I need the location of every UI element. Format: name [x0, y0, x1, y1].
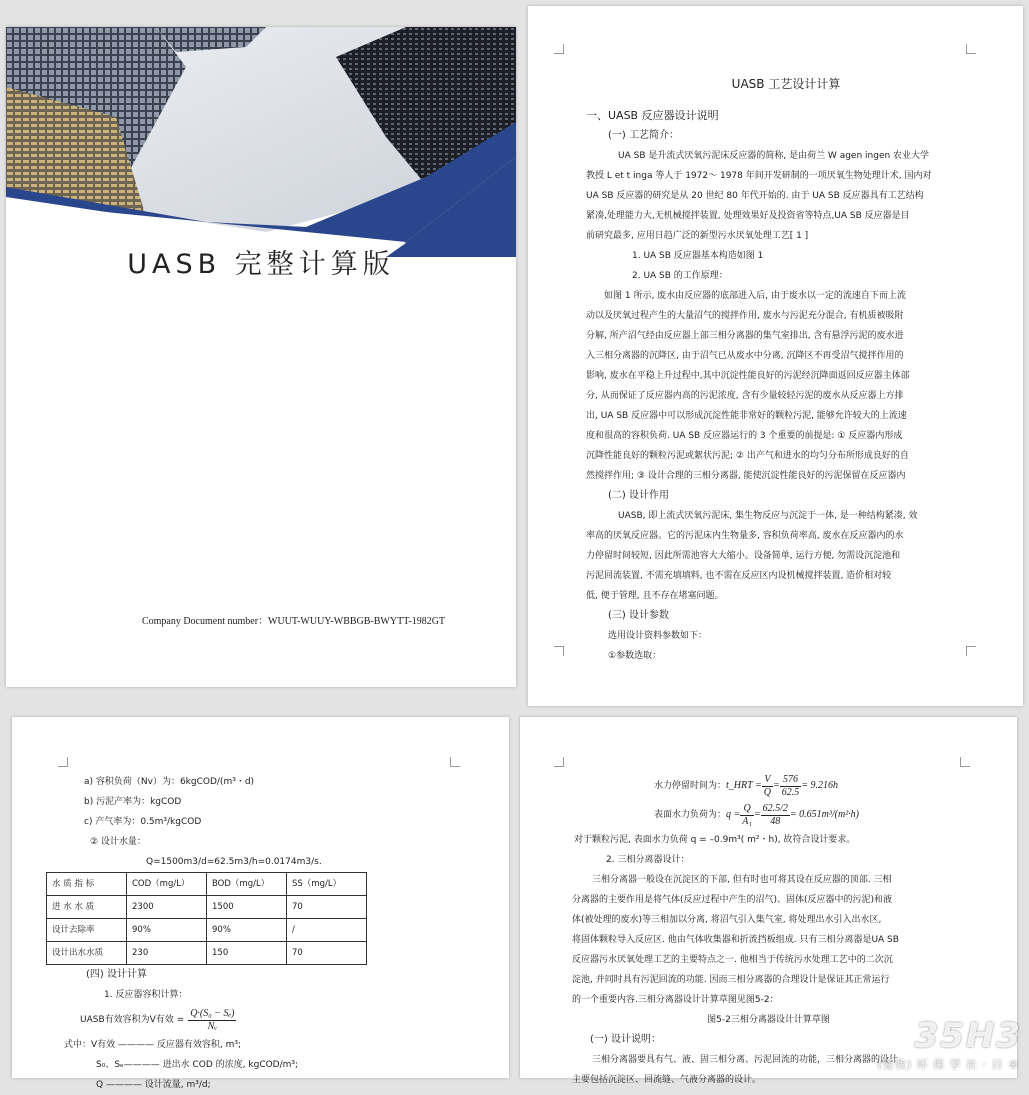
paragraph-line: 主要包括沉淀区、回流缝、气液分离器的设计。: [572, 1075, 762, 1085]
paragraph-line: 影响, 废水在平稳上升过程中,其中沉淀性能良好的污泥经沉降面返回反应器主体部: [586, 371, 910, 381]
table-row: [47, 919, 367, 942]
formula-numerator: Q·(S₀ − Sₑ): [190, 1007, 235, 1019]
parameter-line: b) 污泥产率为：kgCOD: [84, 797, 182, 807]
page-title: UASB 工艺设计计算: [731, 77, 841, 91]
table-row: [47, 942, 367, 965]
hrt-frac1-den: Q: [763, 786, 771, 798]
load-frac1-den: A₁: [742, 815, 752, 827]
hrt-frac2-num: 576: [780, 774, 802, 787]
load-frac1-num: Q: [740, 803, 754, 816]
page2-paragraphs: [566, 106, 1006, 666]
hrt-frac1-num: V: [762, 774, 773, 787]
watermark-logo: 35H3: [914, 1016, 1022, 1056]
load-label: 表面水力负荷为：: [654, 810, 727, 820]
section-design-calculation: (四) 设计计算: [86, 969, 147, 980]
paragraph-line: 图5-2三相分离器设计计算草图: [707, 1015, 830, 1025]
reactor-volume-heading: 1. 反应器容积计算：: [104, 990, 188, 1000]
load-frac2-den: 48: [770, 815, 781, 827]
water-quality-table: [46, 872, 367, 965]
crop-mark: [554, 757, 564, 767]
paragraph-line: 淀池, 并同时具有污泥回流的功能. 因而三相分离器的合理设计是保证其正常运行: [572, 975, 890, 985]
page2-body: [566, 74, 1006, 666]
paragraph-line: 力停留时间较短, 因此所需池容大大缩小。设备简单, 运行方便, 勿需设沉淀池和: [586, 551, 901, 561]
crop-mark: [450, 757, 460, 767]
table-header-cell: BOD（mg/L）: [207, 873, 287, 896]
paragraph-line: 入三相分离器的沉降区, 由于沼气已从废水中分离, 沉降区不再受沼气搅拌作用的: [586, 351, 904, 361]
paragraph-line: 前研究最多, 应用日趋广泛的新型污水厌氧处理工艺[ 1 ]: [586, 231, 809, 241]
paragraph-line: 沉降性能良好的颗粒污泥或絮状污泥; ② 出产气和进水的均匀分布所形成良好的自: [586, 451, 909, 461]
paragraph-line: 反应器污水厌氧处理工艺的主要特点之一. 他相当于传统污水处理工艺中的二次沉: [572, 955, 893, 965]
paragraph-line: 的一个重要内容.三相分离器设计计算草图见图5-2：: [572, 995, 779, 1005]
table-cell: 进 水 水 质: [47, 896, 127, 919]
paragraph-line: 动以及厌氧过程产生的大量沼气的搅拌作用, 废水与污泥充分混合, 有机质被吸附: [586, 311, 904, 321]
crop-mark: [554, 646, 564, 656]
load-fraction-2: [761, 803, 790, 828]
cover-title: UASB 完整计算版: [127, 249, 395, 280]
paragraph-line: 分解, 所产沼气经由反应器上部三相分离器的集气室排出, 含有悬浮污泥的废水进: [586, 331, 904, 341]
table-cell: 设计去除率: [47, 919, 127, 942]
legend-line: Q ———— 设计流量, m³/d;: [96, 1080, 211, 1090]
crop-mark: [58, 757, 68, 767]
paragraph-line: 然搅拌作用; ③ 设计合理的三相分离器, 能使沉淀性能良好的污泥保留在反应器内: [586, 471, 906, 481]
formula-legend: [12, 1035, 509, 1095]
cover-page: [6, 27, 516, 687]
table-row: [47, 896, 367, 919]
table-header-cell: COD（mg/L）: [127, 873, 207, 896]
table-cell: /: [287, 919, 367, 942]
paragraph-line: 紧凑,处理能力大,无机械搅拌装置, 处理效果好及投资省等特点,UA SB 反应器是目: [586, 211, 910, 221]
paragraph-line: 率高的厌氧反应器。它的污泥床内生物量多, 容积负荷率高, 废水在反应器内的水: [586, 531, 904, 541]
paragraph-line: UASB, 即上流式厌氧污泥床, 集生物反应与沉淀于一体, 是一种结构紧凑, 效: [618, 511, 918, 521]
paragraph-line: 选用设计资料参数如下：: [608, 631, 708, 641]
parameter-line: Q=1500m3/d=62.5m3/h=0.0174m3/s.: [146, 857, 322, 867]
paragraph-line: UA SB 是升流式厌氧污泥床反应器的简称, 是由荷兰 W agen ingen 农业大学: [618, 151, 930, 161]
paragraph-line: 度和很高的容积负荷. UA SB 反应器运行的 3 个重要的前提是: ① 反应器内形成: [586, 431, 903, 441]
load-frac2-num: 62.5/2: [762, 802, 788, 814]
paragraph-line: 对于颗粒污泥, 表面水力负荷 q = –0.9m³( m²・h), 故符合设计要求。: [574, 835, 856, 845]
paragraph-line: (二) 设计作用: [608, 490, 669, 501]
parameter-list: [12, 772, 509, 872]
crop-mark: [554, 44, 564, 54]
paragraph-line: 三相分离器要具有气、液、固三相分离、污泥回流的功能，三相分离器的设计: [592, 1055, 899, 1065]
parameter-line: ② 设计水量：: [90, 837, 146, 847]
document-number: Company Document number：WUUT-WUUY-WBBGB-BWYTT-1982GT: [141, 616, 446, 627]
design-parameters-page: [12, 717, 509, 1090]
volume-formula: [12, 1005, 509, 1035]
paragraph-line: 分离器的主要作用是将气体(反应过程中产生的沼气)、固体(反应器中的污泥)和液: [572, 895, 893, 905]
site-watermark: [838, 1014, 1026, 1076]
crop-mark: [960, 757, 970, 767]
table-body: [47, 896, 367, 965]
hrt-lhs: t_HRT =: [726, 780, 762, 791]
paragraph-line: (三) 设计参数: [608, 610, 669, 621]
paragraph-line: 2. UA SB 的工作原理：: [632, 271, 728, 281]
parameter-line: c) 产气率为：0.5m³/kgCOD: [84, 817, 202, 827]
hrt-formula: 水力停留时间为： t_HRT = $\frac{V}{Q}$ = $\frac{576}{62.5}$ = 9.216h: [654, 773, 838, 798]
table-header-cell: SS（mg/L）: [287, 873, 367, 896]
formula-fraction: [188, 1008, 236, 1033]
table-header-cell: 水 质 指 标: [47, 873, 127, 896]
paragraph-line: UA SB 反应器的研究是从 20 世纪 80 年代开始的. 由于 UA SB 反应器具有工艺结构: [586, 191, 924, 201]
load-fraction-1: [740, 803, 754, 828]
paragraph-line: ①参数选取：: [608, 651, 662, 661]
table-cell: 70: [287, 896, 367, 919]
paragraph-line: 分, 从而保证了反应器内高的污泥浓度, 含有少量较轻污泥的废水从反应器上方排: [586, 391, 904, 401]
hrt-result: = 9.216h: [801, 780, 838, 791]
page3-body: [12, 772, 509, 1095]
table-cell: 90%: [207, 919, 287, 942]
load-result: = 0.651m³/(m²·h): [789, 809, 860, 820]
cover-banner-image: [6, 27, 516, 257]
legend-line: 式中：V有效 ———— 反应器有效容积, m³;: [64, 1040, 242, 1050]
formula-denominator: Nᵥ: [207, 1020, 218, 1032]
paragraph-line: 低, 便于管理, 且不存在堵塞问题。: [586, 591, 724, 601]
hrt-frac2-den: 62.5: [781, 786, 800, 798]
watermark-text: (爱我) 环 保 学 社 · 日 ®: [877, 1058, 1020, 1071]
hrt-label: 水力停留时间为：: [654, 781, 727, 791]
table-cell: 设计出水水质: [47, 942, 127, 965]
paragraph-line: 出, UA SB 反应器中可以形成沉淀性能非常好的颗粒污泥, 能够允许较大的上流速: [586, 411, 907, 421]
table-cell: 230: [127, 942, 207, 965]
table-cell: 90%: [127, 919, 207, 942]
load-lhs: q =: [726, 809, 741, 820]
formula-lhs: UASB有效容积为V有效 =: [80, 1015, 185, 1025]
table-cell: 2300: [127, 896, 207, 919]
parameter-line: a) 容积负荷（Nv）为：6kgCOD/(m³・d): [84, 777, 255, 787]
paragraph-line: 污泥回流装置, 不需充填填料, 也不需在反应区内设机械搅拌装置, 造价相对较: [586, 571, 892, 581]
table-header-row: [47, 873, 367, 896]
load-formula: 表面水力负荷为： q = $\frac{Q}{\text{A₁}}$ = $\frac{62.5/2}{48}$ = 0.651m³/(m²·h): [654, 802, 860, 827]
paragraph-line: 一、UASB 反应器设计说明: [586, 109, 719, 122]
crop-mark: [966, 44, 976, 54]
paragraph-line: 教授 L et t inga 等人于 1972～ 1978 年间开发研制的一项厌氧生物处理计术, 国内对: [586, 171, 932, 181]
paragraph-line: 三相分离器一般设在沉淀区的下部, 但有时也可将其设在反应器的顶部. 三相: [592, 875, 892, 885]
paragraph-line: (一) 设计说明：: [590, 1034, 661, 1045]
paragraph-line: (一) 工艺简介：: [608, 130, 679, 141]
paragraph-line: 将固体颗粒导入反应区. 他由气体收集器和折流挡板组成. 只有三相分离器是UA SB: [572, 935, 899, 945]
paragraph-line: 如图 1 所示, 废水由反应器的底部进入后, 由于废水以一定的流速自下而上流: [604, 291, 906, 301]
paragraph-line: 1. UA SB 反应器基本构造如图 1: [632, 251, 764, 261]
legend-line: S₀、Sₑ———— 进出水 COD 的浓度, kgCOD/m³;: [96, 1060, 299, 1070]
table-cell: 150: [207, 942, 287, 965]
hrt-fraction-1: [762, 774, 773, 799]
paragraph-line: 2. 三相分离器设计：: [606, 855, 690, 865]
design-description-page: [528, 6, 1023, 706]
table-cell: 1500: [207, 896, 287, 919]
hrt-fraction-2: [780, 774, 802, 799]
paragraph-line: 体(被处理的废水)等三相加以分离, 将沼气引入集气室, 将处理出水引入出水区,: [572, 915, 882, 925]
table-cell: 70: [287, 942, 367, 965]
